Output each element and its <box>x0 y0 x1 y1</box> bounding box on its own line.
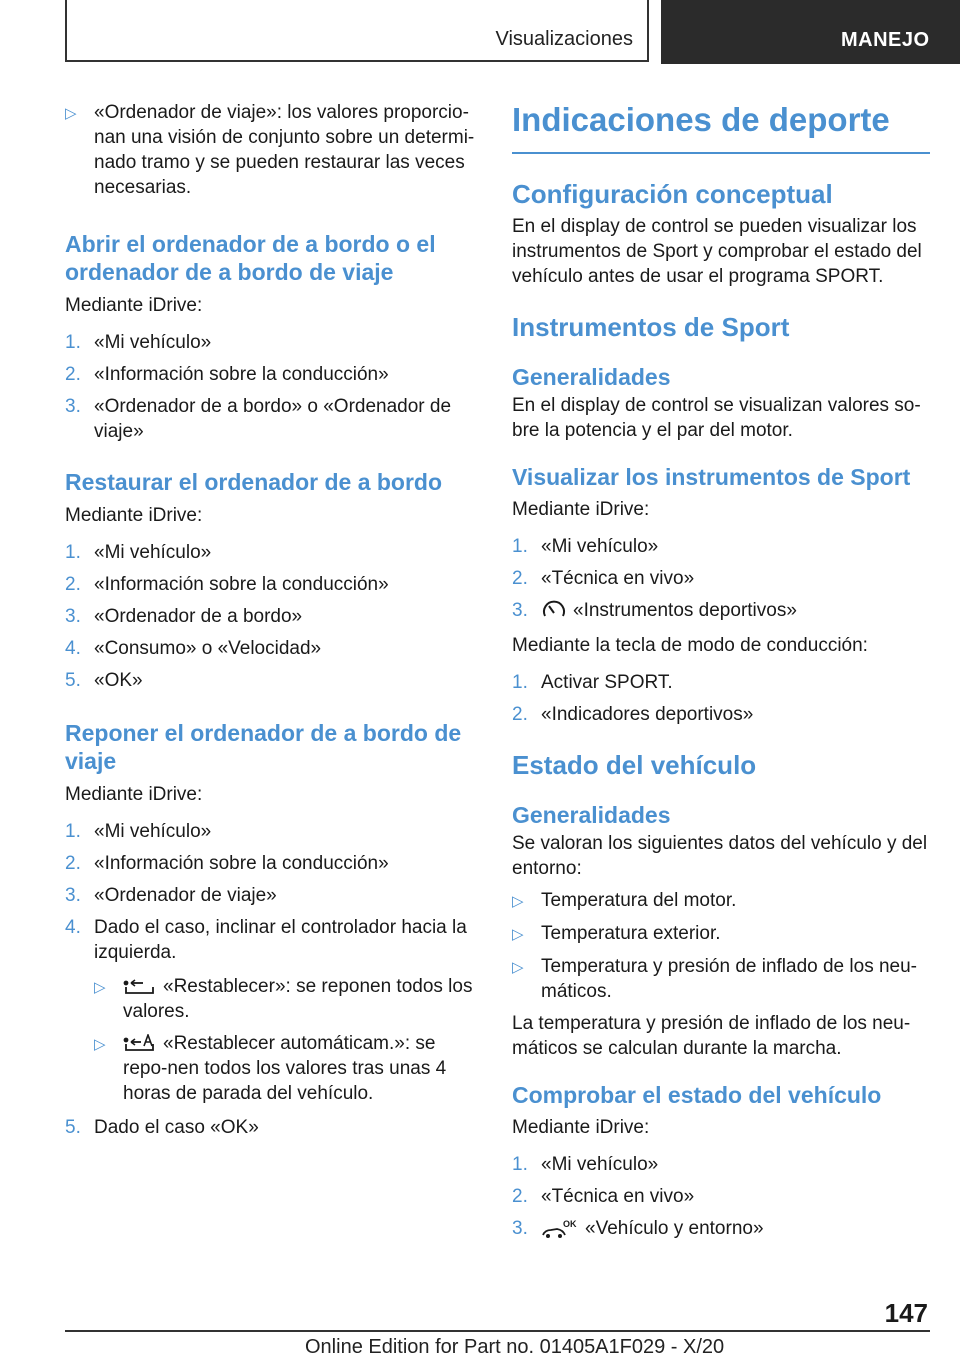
paragraph: En el display de control se pueden visualizar los instrumentos de Sport y comprobar el estado del vehículo antes de usar el programa SPORT. <box>512 216 922 287</box>
reset-icon <box>123 977 157 997</box>
step-number: 5. <box>65 670 81 691</box>
list-item <box>65 636 480 661</box>
list-item <box>512 1152 930 1177</box>
bullet-marker: ▷ <box>512 959 524 976</box>
subsection-heading: Visualizar los instrumentos de Sport <box>512 464 911 490</box>
section-heading: Instrumentos de Sport <box>512 312 790 342</box>
section-heading: Estado del vehículo <box>512 750 757 780</box>
step-number: 3. <box>65 396 81 417</box>
list-item <box>65 668 480 693</box>
step-text: «Mi vehículo» <box>94 542 212 563</box>
list-item <box>512 534 930 559</box>
list-item <box>65 330 480 355</box>
intro-text: «Ordenador de viaje»: los valores proporcio‐nan una visión de conjunto sobre un determi‐nado tramo y se pueden restaurar las veces necesarias. <box>94 102 475 198</box>
list-item <box>65 572 480 597</box>
list-item <box>65 100 480 200</box>
step-number: 2. <box>512 704 528 725</box>
step-text: Activar SPORT. <box>541 672 673 693</box>
right-column <box>512 100 930 1241</box>
list-item <box>65 1115 480 1140</box>
step-text: Dado el caso, inclinar el controlador hacia la izquierda. <box>94 917 467 963</box>
step-text: Dado el caso «OK» <box>94 1117 259 1138</box>
header-section-title: Visualizaciones <box>495 28 633 50</box>
via-text: Mediante iDrive: <box>65 784 203 805</box>
step-number: 1. <box>65 332 81 353</box>
bullet-text: Temperatura y presión de inflado de los neu‐máticos. <box>541 956 918 1002</box>
list-item <box>512 702 930 727</box>
list-item <box>65 362 480 387</box>
list-item <box>512 566 930 591</box>
step-number: 5. <box>65 1117 81 1138</box>
list-item <box>65 883 480 908</box>
bullet-marker: ▷ <box>512 926 524 943</box>
step-text: «Vehículo y entorno» <box>585 1218 764 1239</box>
list-item <box>65 394 480 444</box>
sub-item-text: «Restablecer»: se reponen todos los valores. <box>123 976 473 1022</box>
step-text: «OK» <box>94 670 143 691</box>
step-number: 3. <box>512 1218 528 1239</box>
list-item <box>512 888 930 914</box>
step-number: 2. <box>65 364 81 385</box>
bullet-marker: ▷ <box>94 979 106 996</box>
list-item <box>65 819 480 844</box>
step-text: «Información sobre la conducción» <box>94 574 389 595</box>
step-text: «Información sobre la conducción» <box>94 364 389 385</box>
via-text: Mediante la tecla de modo de conducción: <box>512 635 868 656</box>
step-number: 1. <box>65 821 81 842</box>
edition-note: Online Edition for Part no. 01405A1F029 - X/20 <box>305 1336 725 1358</box>
step-number: 2. <box>512 1186 528 1207</box>
step-text: «Información sobre la conducción» <box>94 853 389 874</box>
via-text: Mediante iDrive: <box>65 295 203 316</box>
bullet-marker: ▷ <box>65 105 77 122</box>
paragraph: Se valoran los siguientes datos del vehículo y del entorno: <box>512 833 928 879</box>
step-number: 1. <box>512 1154 528 1175</box>
step-number: 4. <box>65 917 81 938</box>
via-text: Mediante iDrive: <box>65 505 203 526</box>
auto-reset-icon <box>123 1034 157 1054</box>
paragraph: En el display de control se visualizan valores so‐bre la potencia y el par del motor. <box>512 395 921 441</box>
list-item <box>65 540 480 565</box>
list-item <box>512 598 930 623</box>
sub-item-text: «Restablecer automáticam.»: se repo‐nen todos los valores tras unas 4 horas de parada del vehículo. <box>123 1033 447 1104</box>
footer-divider <box>65 1330 930 1332</box>
bullet-text: Temperatura exterior. <box>541 923 721 944</box>
subsection-heading: Comprobar el estado del vehículo <box>512 1082 882 1108</box>
step-number: 3. <box>65 606 81 627</box>
list-item <box>94 1031 480 1106</box>
via-text: Mediante iDrive: <box>512 1117 650 1138</box>
paragraph: La temperatura y presión de inflado de los neu‐máticos se calculan durante la marcha. <box>512 1013 911 1059</box>
list-item <box>65 851 480 876</box>
step-text: «Técnica en vivo» <box>541 1186 695 1207</box>
vehicle-ok-icon <box>541 1218 579 1240</box>
step-text: «Ordenador de viaje» <box>94 885 277 906</box>
header-chapter-tab <box>661 0 960 64</box>
bullet-marker: ▷ <box>512 893 524 910</box>
via-text: Mediante iDrive: <box>512 499 650 520</box>
step-text: «Ordenador de a bordo» o «Ordenador de viaje» <box>94 396 452 442</box>
sport-gauge-icon <box>541 600 567 622</box>
step-number: 1. <box>512 672 528 693</box>
list-item <box>512 921 930 947</box>
list-item <box>65 604 480 629</box>
step-text: «Mi vehículo» <box>94 332 212 353</box>
page-title: Indicaciones de deporte <box>512 101 890 138</box>
subsection-heading: Generalidades <box>512 364 671 390</box>
step-number: 2. <box>65 574 81 595</box>
section-heading: Abrir el ordenador de a bordo o el ordenador de a bordo de viaje <box>65 231 436 285</box>
step-text: «Técnica en vivo» <box>541 568 695 589</box>
subsection-heading: Generalidades <box>512 802 671 828</box>
bullet-text: Temperatura del motor. <box>541 890 737 911</box>
step-text: «Indicadores deportivos» <box>541 704 754 725</box>
step-text: «Mi vehículo» <box>541 536 659 557</box>
svg-text:OK: OK <box>563 1218 577 1229</box>
list-item <box>65 915 480 965</box>
list-item <box>94 974 480 1024</box>
left-column <box>65 100 480 1140</box>
step-number: 2. <box>65 853 81 874</box>
step-number: 3. <box>512 600 528 621</box>
list-item <box>512 670 930 695</box>
header-chapter-title: MANEJO <box>841 29 930 51</box>
step-text: «Ordenador de a bordo» <box>94 606 303 627</box>
section-heading: Configuración conceptual <box>512 179 833 209</box>
title-divider <box>512 152 930 154</box>
list-item <box>512 1216 930 1241</box>
step-number: 3. <box>65 885 81 906</box>
list-item <box>512 954 930 1004</box>
bullet-marker: ▷ <box>94 1036 106 1053</box>
step-text: «Mi vehículo» <box>94 821 212 842</box>
step-number: 1. <box>512 536 528 557</box>
step-number: 4. <box>65 638 81 659</box>
step-text: «Consumo» o «Velocidad» <box>94 638 322 659</box>
list-item <box>512 1184 930 1209</box>
header-section-tab <box>65 0 649 62</box>
section-heading: Restaurar el ordenador de a bordo <box>65 469 443 495</box>
section-heading: Reponer el ordenador de a bordo de viaje <box>65 720 462 774</box>
step-text: «Mi vehículo» <box>541 1154 659 1175</box>
page-number: 147 <box>884 1298 928 1328</box>
step-text: «Instrumentos deportivos» <box>573 600 797 621</box>
step-number: 1. <box>65 542 81 563</box>
step-number: 2. <box>512 568 528 589</box>
